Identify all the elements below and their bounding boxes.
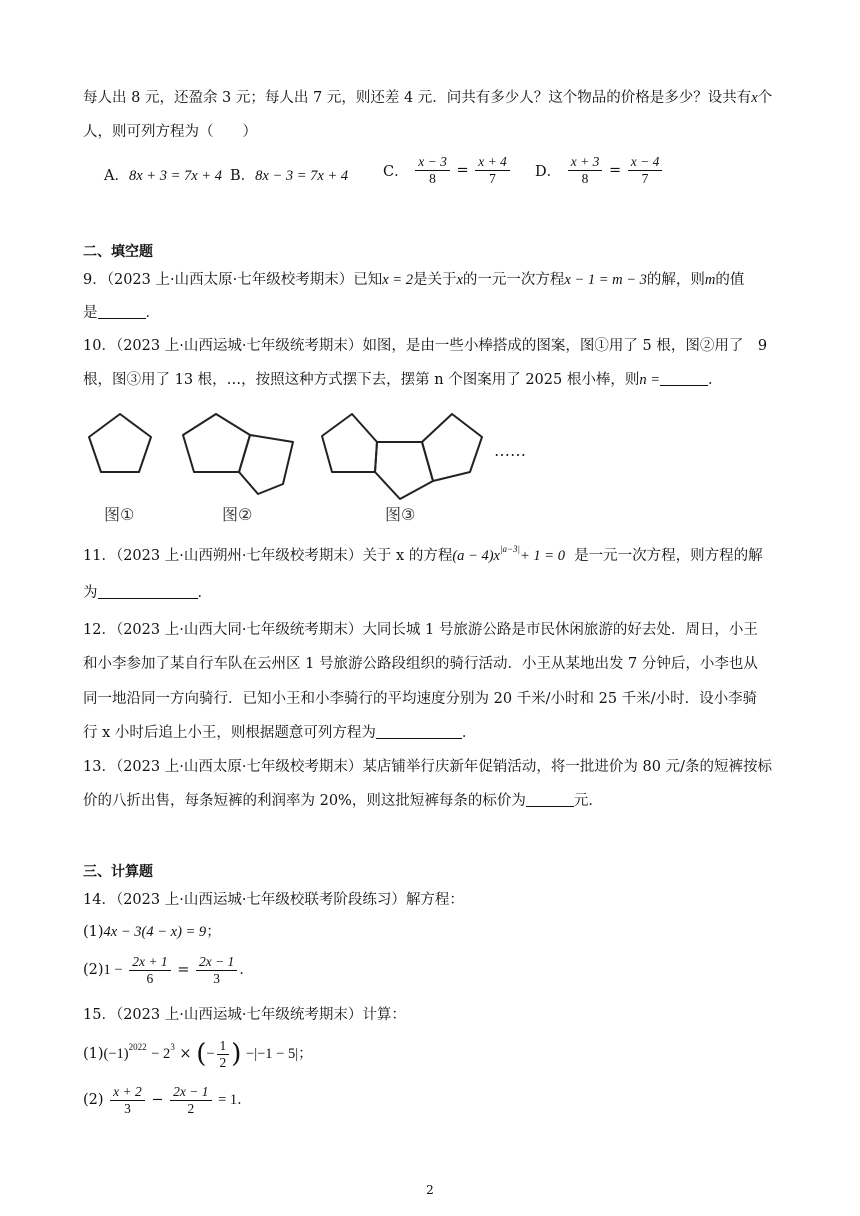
q9-equation: x − 1 = m − 3 <box>564 272 647 288</box>
equals-sign: = <box>456 162 469 179</box>
q15-part2 <box>83 1080 783 1120</box>
q9-var: x <box>456 272 463 288</box>
q15-p1-tail: −|−1 − 5| <box>246 1046 299 1062</box>
q12-line3: 同一地沿同一方向骑行．已知小王和小李骑行的平均速度分别为 20 千米/小时和 25 千米/小时．设小李骑 <box>83 691 758 707</box>
q10-text: 根，图③用了 13 根，…，按照这种方式摆下去，摆第 n 个图案用了 2025 根小棒，则 <box>83 372 640 388</box>
q10-pentagon-figure <box>82 408 552 530</box>
numerator: 2x + 1 <box>129 954 170 971</box>
q11-source: （2023 上·山西朔州·七年级校考期末） <box>115 548 363 564</box>
q12-number: 12． <box>83 622 116 638</box>
figure2-label: 图② <box>222 505 253 524</box>
q9-condition: x = 2 <box>382 272 413 288</box>
denominator: 2 <box>219 1054 227 1070</box>
q15-line1 <box>83 1005 783 1025</box>
numerator: x + 3 <box>568 154 603 171</box>
q13-number: 13． <box>83 759 116 775</box>
part-end: ． <box>237 1092 252 1108</box>
q15-p1-exponent: 2022 <box>128 1042 147 1052</box>
option-label: A． <box>104 168 129 184</box>
q15-number: 15． <box>83 1007 116 1023</box>
q11-eq-tail: + 1 = 0 <box>520 548 565 564</box>
q9-end: ． <box>145 305 160 321</box>
denominator: 2 <box>187 1100 195 1116</box>
figure-dots: …… <box>494 441 526 460</box>
minus-sign: − <box>151 1092 164 1108</box>
q11-text: 关于 x 的方程 <box>362 548 453 564</box>
q10-end: ． <box>708 372 723 388</box>
q11-line1 <box>83 546 783 566</box>
q9-text: 的解，则 <box>646 272 705 288</box>
answer-blank[interactable] <box>376 724 462 739</box>
q12-line2: 和小李参加了某自行车队在云州区 1 号旅游公路段组织的骑行活动．小王从某地出发 7 分钟后，小李也从 <box>83 656 758 672</box>
q15-part1 <box>83 1033 783 1075</box>
left-paren: ( <box>196 1039 207 1069</box>
answer-blank[interactable] <box>660 371 708 386</box>
right-paren: ) <box>231 1039 242 1069</box>
q8-line1 <box>83 88 783 108</box>
q13-line2 <box>83 791 783 811</box>
part-label: (1) <box>83 924 104 940</box>
part-label: (1) <box>83 1046 104 1062</box>
q10-text: 如图，是由一些小棒搭成的图案，图①用了 5 根，图②用了 9 <box>362 338 768 354</box>
section-heading-fill-in: 二、填空题 <box>83 244 153 260</box>
q11-line2 <box>83 583 783 603</box>
q12-text: 行 x 小时后追上小王，则根据题意可列方程为 <box>83 725 376 741</box>
denominator: 7 <box>489 171 496 186</box>
q9-number: 9． <box>83 272 107 288</box>
q8-text-end: 个 <box>757 90 773 106</box>
figure2-pentagon-right <box>239 435 293 494</box>
answer-blank[interactable] <box>526 792 574 807</box>
q9-m: m <box>704 272 716 288</box>
q12-source: （2023 上·山西大同·七年级统考期末） <box>115 622 363 638</box>
option-label: C． <box>383 164 409 180</box>
q9-text: 是关于 <box>412 272 457 288</box>
q13-text: 价的八折出售，每条短裤的利润率为 20%，则这批短裤每条的标价为 <box>83 793 526 809</box>
fraction <box>110 1084 145 1117</box>
times-sign: × <box>179 1046 192 1062</box>
figure3-pentagon-left <box>322 414 377 472</box>
fraction <box>415 154 450 187</box>
pentagon-pattern-svg <box>82 408 552 526</box>
page-number: 2 <box>426 1183 434 1197</box>
numerator: 2x − 1 <box>196 954 237 971</box>
part-end: ． <box>239 962 254 978</box>
fraction <box>217 1038 230 1071</box>
q8-var: x <box>751 90 758 106</box>
equals-sign: = <box>608 162 622 179</box>
q8-text: 每人出 8 元，还盈余 3 元；每人出 7 元，则还差 4 元．问共有多少人？这个物品的价格是多少？设共有 <box>83 90 752 106</box>
q12-end: ． <box>461 725 477 741</box>
q12-text: 大同长城 1 号旅游公路是市民休闲旅游的好去处．周日，小王 <box>362 622 758 638</box>
q9-text: 已知 <box>353 272 383 288</box>
q10-source: （2023 上·山西运城·七年级统考期末） <box>115 338 363 354</box>
q14-p1-expr: 4x − 3(4 − x) = 9 <box>103 924 207 940</box>
q10-line1 <box>83 336 783 356</box>
q11-text: 为 <box>83 585 98 601</box>
q15-text: 计算： <box>362 1007 406 1023</box>
denominator: 3 <box>213 970 220 986</box>
q13-source: （2023 上·山西太原·七年级校考期末） <box>115 759 363 775</box>
numerator: x − 3 <box>415 154 450 171</box>
option-expr: 8x − 3 = 7x + 4 <box>255 168 349 184</box>
q13-end: 元． <box>573 793 603 809</box>
figure3-pentagon-right <box>422 414 482 481</box>
option-expr: 8x + 3 = 7x + 4 <box>128 168 222 184</box>
q12-line4 <box>83 723 783 743</box>
part-label: (2) <box>83 962 104 978</box>
fraction <box>475 154 510 187</box>
equals-sign: = <box>177 962 190 978</box>
q11-eq-base: (a − 4)x <box>452 548 500 564</box>
option-label: D． <box>535 164 562 180</box>
q8-option-d <box>535 154 664 187</box>
answer-blank[interactable] <box>98 584 198 599</box>
q14-line1 <box>83 890 783 910</box>
q10-line2 <box>83 370 783 390</box>
denominator: 6 <box>146 970 154 986</box>
q15-p1-exponent2: 3 <box>170 1042 175 1052</box>
q13-line1 <box>83 757 783 777</box>
q11-number: 11． <box>83 548 116 564</box>
q14-number: 14． <box>83 892 116 908</box>
q12-line1 <box>83 620 783 640</box>
q13-text: 某店铺举行庆新年促销活动，将一批进价为 80 元/条的短裤按标 <box>362 759 772 775</box>
numerator: 1 <box>217 1038 230 1055</box>
fraction <box>170 1084 211 1117</box>
q9-text: 是 <box>83 305 98 321</box>
q8-line2: 人，则可列方程为（ ） <box>83 124 257 140</box>
q8-option-b <box>230 164 348 185</box>
q10-n-equals: n = <box>639 372 661 388</box>
fraction <box>568 154 603 187</box>
denominator: 7 <box>641 171 649 186</box>
numerator: x + 2 <box>110 1084 145 1101</box>
q8-option-c <box>383 154 512 187</box>
figure1-label: 图① <box>104 505 135 524</box>
figure3-label: 图③ <box>385 505 416 524</box>
denominator: 8 <box>429 171 436 186</box>
q14-part2 <box>83 950 783 990</box>
figure2-pentagon-left <box>183 414 250 472</box>
q15-p1-base: (−1) <box>103 1046 129 1062</box>
fraction <box>628 154 663 187</box>
fraction <box>196 954 237 987</box>
q11-end: ． <box>197 585 212 601</box>
minus-sign: − <box>206 1046 215 1062</box>
denominator: 3 <box>124 1100 131 1116</box>
q9-text: 的值 <box>715 272 745 288</box>
q11-text: 是一元一次方程，则方程的解 <box>574 548 763 564</box>
numerator: x − 4 <box>628 154 663 171</box>
q15-source: （2023 上·山西运城·七年级统考期末） <box>115 1007 363 1023</box>
numerator: 2x − 1 <box>170 1084 211 1101</box>
part-end: ； <box>206 924 221 940</box>
q8-option-a <box>104 164 222 185</box>
option-label: B． <box>230 168 256 184</box>
q15-p2-tail: = 1 <box>218 1092 238 1108</box>
q14-p2-lead: 1 − <box>103 962 123 978</box>
q15-p1-mid: − 2 <box>151 1046 171 1062</box>
numerator: x + 4 <box>475 154 510 171</box>
figure1-pentagon <box>89 414 151 472</box>
q9-text: 的一元一次方程 <box>462 272 565 288</box>
part-label: (2) <box>83 1092 104 1108</box>
q9-line2 <box>83 303 783 323</box>
q14-text: 解方程： <box>405 892 464 908</box>
denominator: 8 <box>581 171 589 186</box>
q9-source: （2023 上·山西太原·七年级校考期末） <box>106 272 354 288</box>
fraction <box>129 954 170 987</box>
q14-part1 <box>83 922 783 942</box>
q9-line1 <box>83 270 783 290</box>
q14-source: （2023 上·山西运城·七年级校联考阶段练习） <box>115 892 406 908</box>
answer-blank[interactable] <box>98 304 146 319</box>
section-heading-calculation: 三、计算题 <box>83 864 153 880</box>
q10-number: 10． <box>83 338 116 354</box>
q11-eq-exponent: |a−3| <box>499 544 521 554</box>
part-end: ； <box>298 1046 313 1062</box>
